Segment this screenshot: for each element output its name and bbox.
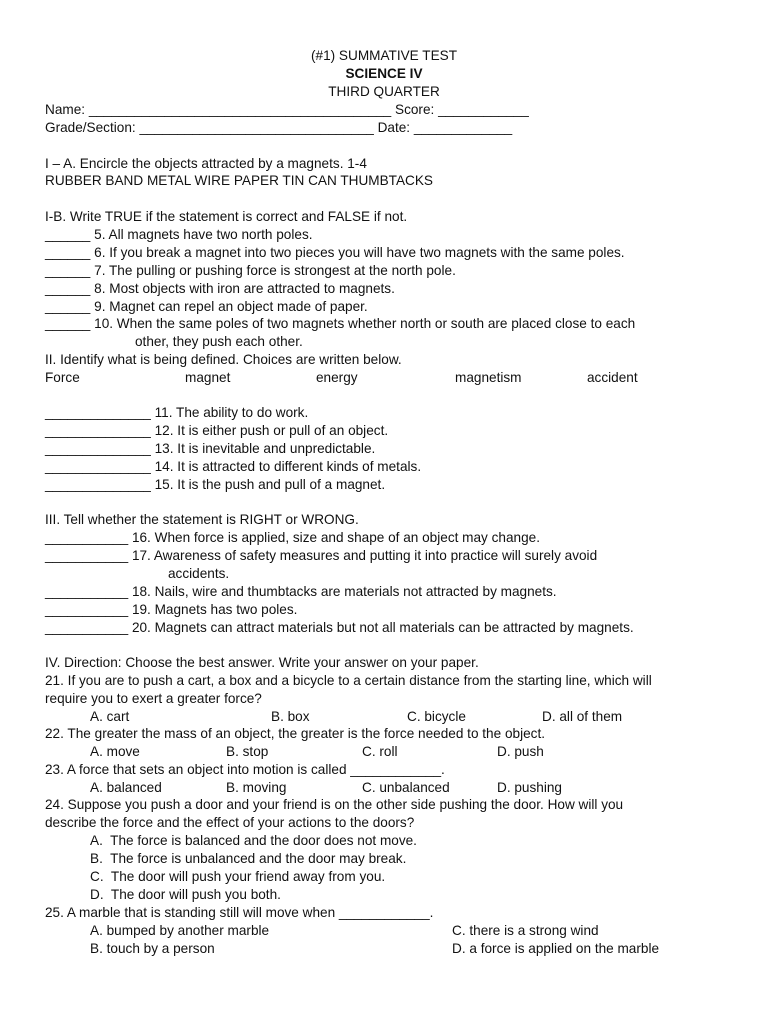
answer-option: D. all of them bbox=[542, 709, 623, 724]
question-stem: 24. Suppose you push a door and your friend is on the other side pushing the door. How will you bbox=[45, 797, 624, 812]
list-item: ______ 6. If you break a magnet into two pieces you will have two magnets with the same poles. bbox=[45, 245, 625, 260]
list-item: ___________ 17. Awareness of safety measures and putting it into practice will surely avoid bbox=[45, 548, 598, 563]
question-stem: require you to exert a greater force? bbox=[45, 691, 262, 706]
choice-word: energy bbox=[316, 370, 358, 385]
answer-option: C. there is a strong wind bbox=[452, 923, 599, 938]
answer-option: A. cart bbox=[90, 709, 130, 724]
list-item: ______ 7. The pulling or pushing force is strongest at the north pole. bbox=[45, 263, 456, 278]
answer-option: C. bicycle bbox=[407, 709, 466, 724]
list-item: ______ 9. Magnet can repel an object made of paper. bbox=[45, 299, 368, 314]
test-title: (#1) SUMMATIVE TEST bbox=[310, 48, 458, 63]
list-item: ______ 5. All magnets have two north poles. bbox=[45, 227, 313, 242]
subject-title: SCIENCE IV bbox=[345, 66, 423, 81]
question-stem: 23. A force that sets an object into motion is called ____________. bbox=[45, 762, 445, 777]
list-item: ______________ 14. It is attracted to different kinds of metals. bbox=[45, 459, 422, 474]
choice-word: accident bbox=[587, 370, 638, 385]
answer-option: C. unbalanced bbox=[362, 780, 450, 795]
question-stem: 22. The greater the mass of an object, the greater is the force needed to the object. bbox=[45, 726, 546, 741]
part1a-instruction: I – A. Encircle the objects attracted by a magnets. 1-4 bbox=[45, 156, 367, 171]
list-item-continuation: accidents. bbox=[168, 566, 230, 581]
question-stem: 21. If you are to push a cart, a box and a bicycle to a certain distance from the starting line, which will bbox=[45, 673, 652, 688]
part2-instruction: II. Identify what is being defined. Choices are written below. bbox=[45, 352, 402, 367]
question-stem: describe the force and the effect of your actions to the doors? bbox=[45, 815, 415, 830]
answer-option: B. moving bbox=[226, 780, 287, 795]
answer-option: D. push bbox=[497, 744, 544, 759]
list-item: ______ 10. When the same poles of two magnets whether north or south are placed close to each bbox=[45, 316, 636, 331]
choice-word: Force bbox=[45, 370, 80, 385]
answer-option: C. roll bbox=[362, 744, 398, 759]
choice-word: magnetism bbox=[455, 370, 522, 385]
list-item-continuation: other, they push each other. bbox=[135, 334, 303, 349]
answer-option: A. balanced bbox=[90, 780, 162, 795]
list-item: ___________ 16. When force is applied, size and shape of an object may change. bbox=[45, 530, 541, 545]
list-item: ______________ 12. It is either push or pull of an object. bbox=[45, 423, 389, 438]
part3-instruction: III. Tell whether the statement is RIGHT or WRONG. bbox=[45, 512, 359, 527]
answer-option: D. The door will push you both. bbox=[90, 887, 281, 902]
name-score-line: Name: ________________________________________ Score: ____________ bbox=[45, 102, 529, 117]
grade-date-line: Grade/Section: _______________________________ Date: _____________ bbox=[45, 120, 513, 135]
part4-instruction: IV. Direction: Choose the best answer. Write your answer on your paper. bbox=[45, 655, 479, 670]
answer-option: D. a force is applied on the marble bbox=[452, 941, 660, 956]
answer-option: B. The force is unbalanced and the door may break. bbox=[90, 851, 407, 866]
list-item: ___________ 19. Magnets has two poles. bbox=[45, 602, 298, 617]
answer-option: A. move bbox=[90, 744, 140, 759]
list-item: ______________ 15. It is the push and pull of a magnet. bbox=[45, 477, 386, 492]
answer-option: A. bumped by another marble bbox=[90, 923, 270, 938]
list-item: ______________ 11. The ability to do work. bbox=[45, 405, 309, 420]
list-item: ___________ 20. Magnets can attract materials but not all materials can be attracted by magnets. bbox=[45, 620, 634, 635]
list-item: ______________ 13. It is inevitable and unpredictable. bbox=[45, 441, 376, 456]
answer-option: B. box bbox=[271, 709, 310, 724]
part1a-objects: RUBBER BAND METAL WIRE PAPER TIN CAN THUMBTACKS bbox=[45, 173, 433, 188]
answer-option: B. stop bbox=[226, 744, 269, 759]
answer-option: A. The force is balanced and the door does not move. bbox=[90, 833, 417, 848]
answer-option: C. The door will push your friend away from you. bbox=[90, 869, 386, 884]
answer-option: B. touch by a person bbox=[90, 941, 215, 956]
part1b-instruction: I-B. Write TRUE if the statement is correct and FALSE if not. bbox=[45, 209, 408, 224]
quarter-title: THIRD QUARTER bbox=[328, 84, 440, 99]
list-item: ___________ 18. Nails, wire and thumbtacks are materials not attracted by magnets. bbox=[45, 584, 557, 599]
question-stem: 25. A marble that is standing still will move when ____________. bbox=[45, 905, 434, 920]
list-item: ______ 8. Most objects with iron are attracted to magnets. bbox=[45, 281, 395, 296]
choice-word: magnet bbox=[185, 370, 231, 385]
answer-option: D. pushing bbox=[497, 780, 562, 795]
